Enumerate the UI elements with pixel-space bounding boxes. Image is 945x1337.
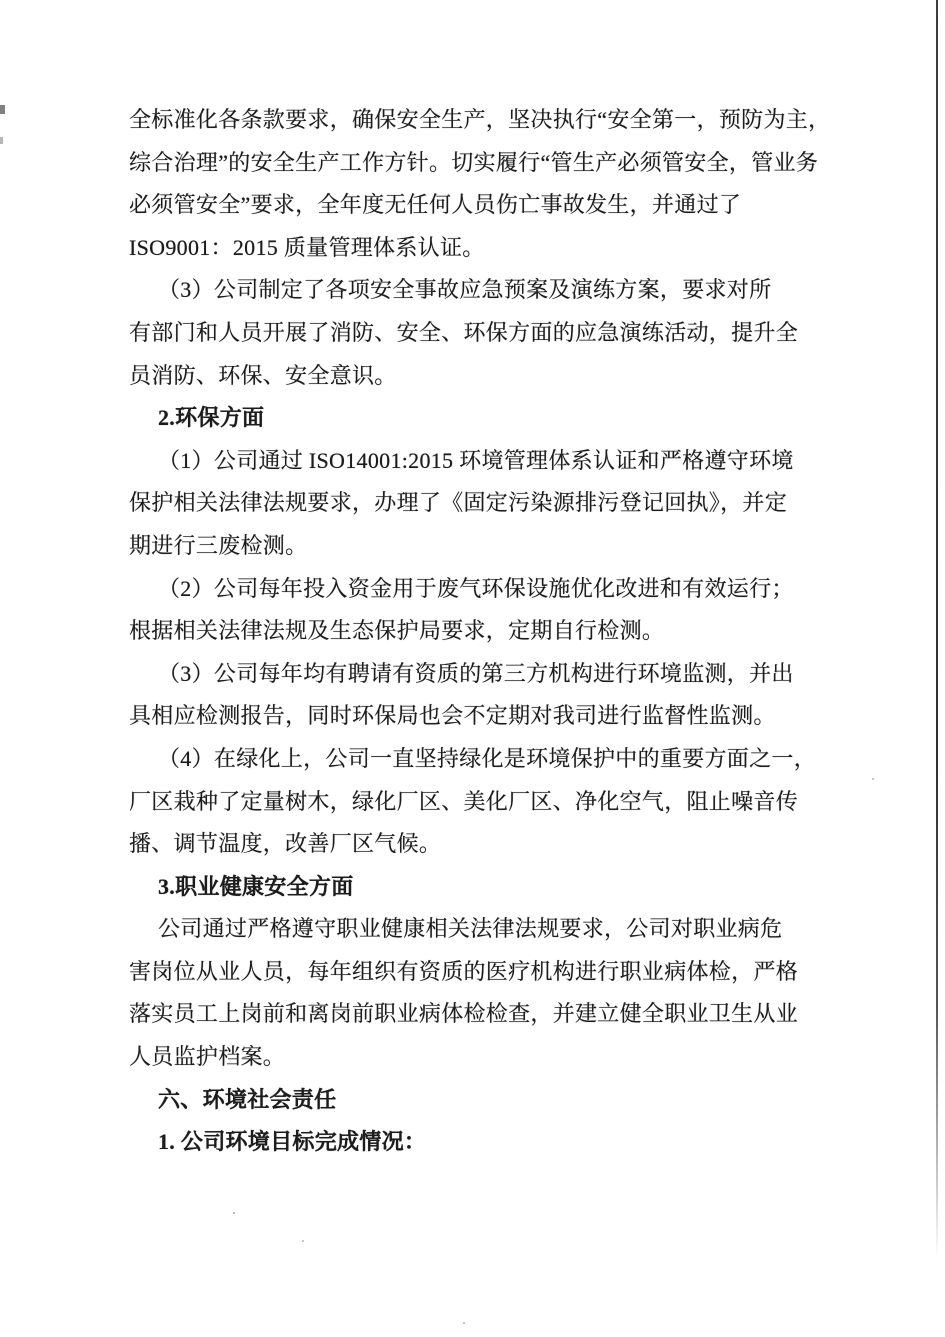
section-heading: 六、环境社会责任 [158, 1086, 337, 1112]
text-line: 期进行三废检测。 [129, 532, 308, 558]
text-line: （2）公司每年投入资金用于废气环保设施优化改进和有效运行； [158, 575, 794, 601]
scan-speck [872, 778, 874, 780]
text-line: 综合治理”的安全生产工作方针。切实履行“管生产必须管安全，管业务 [129, 149, 819, 175]
text-line: 必须管安全”要求，全年度无任何人员伤亡事故发生，并通过了 [129, 192, 742, 218]
text-line: 落实员工上岗前和离岗前职业病体检检查，并建立健全职业卫生从业 [129, 1001, 799, 1027]
text-line: ISO9001：2015 质量管理体系认证。 [129, 234, 485, 260]
text-line: （4）在绿化上，公司一直坚持绿化是环境保护中的重要方面之一， [158, 745, 817, 771]
text-line: 具相应检测报告，同时环保局也会不定期对我司进行监督性监测。 [129, 703, 776, 729]
text-line: 害岗位从业人员，每年组织有资质的医疗机构进行职业病体检，严格 [129, 958, 799, 984]
text-line: 播、调节温度，改善厂区气候。 [129, 831, 442, 857]
text-line: （3）公司每年均有聘请有资质的第三方机构进行环境监测，并出 [158, 660, 794, 686]
text-line: 根据相关法律法规及生态保护局要求，定期自行检测。 [129, 618, 665, 644]
scan-speck [302, 1240, 304, 1242]
text-line: 全标准化各条款要求，确保安全生产，坚决执行“安全第一，预防为主， [129, 107, 831, 132]
text-line: （1）公司通过 ISO14001:2015 环境管理体系认证和严格遵守环境 [158, 447, 794, 473]
text-line: 员消防、环保、安全意识。 [129, 362, 397, 388]
scan-smudge [0, 137, 3, 144]
text-line: 厂区栽种了定量树木，绿化厂区、美化厂区、净化空气，阻止噪音传 [129, 788, 799, 814]
text-line: 有部门和人员开展了消防、安全、环保方面的应急演练活动，提升全 [129, 319, 799, 345]
text-line: （3）公司制定了各项安全事故应急预案及演练方案，要求对所 [158, 277, 772, 303]
scan-speck [233, 1212, 235, 1214]
text-line: 公司通过严格遵守职业健康相关法律法规要求，公司对职业病危 [158, 916, 783, 942]
scan-edge-artifact [936, 0, 938, 1260]
text-line: 人员监护档案。 [129, 1044, 286, 1070]
section-heading: 3.职业健康安全方面 [158, 873, 354, 899]
section-heading: 2.环保方面 [158, 405, 265, 431]
text-line: 保护相关法律法规要求，办理了《固定污染源排污登记回执》，并定 [129, 490, 788, 516]
section-heading: 1. 公司环境目标完成情况： [158, 1129, 427, 1155]
scan-smudge [0, 105, 5, 114]
scan-speck [463, 1322, 465, 1324]
document-content [129, 99, 834, 1164]
